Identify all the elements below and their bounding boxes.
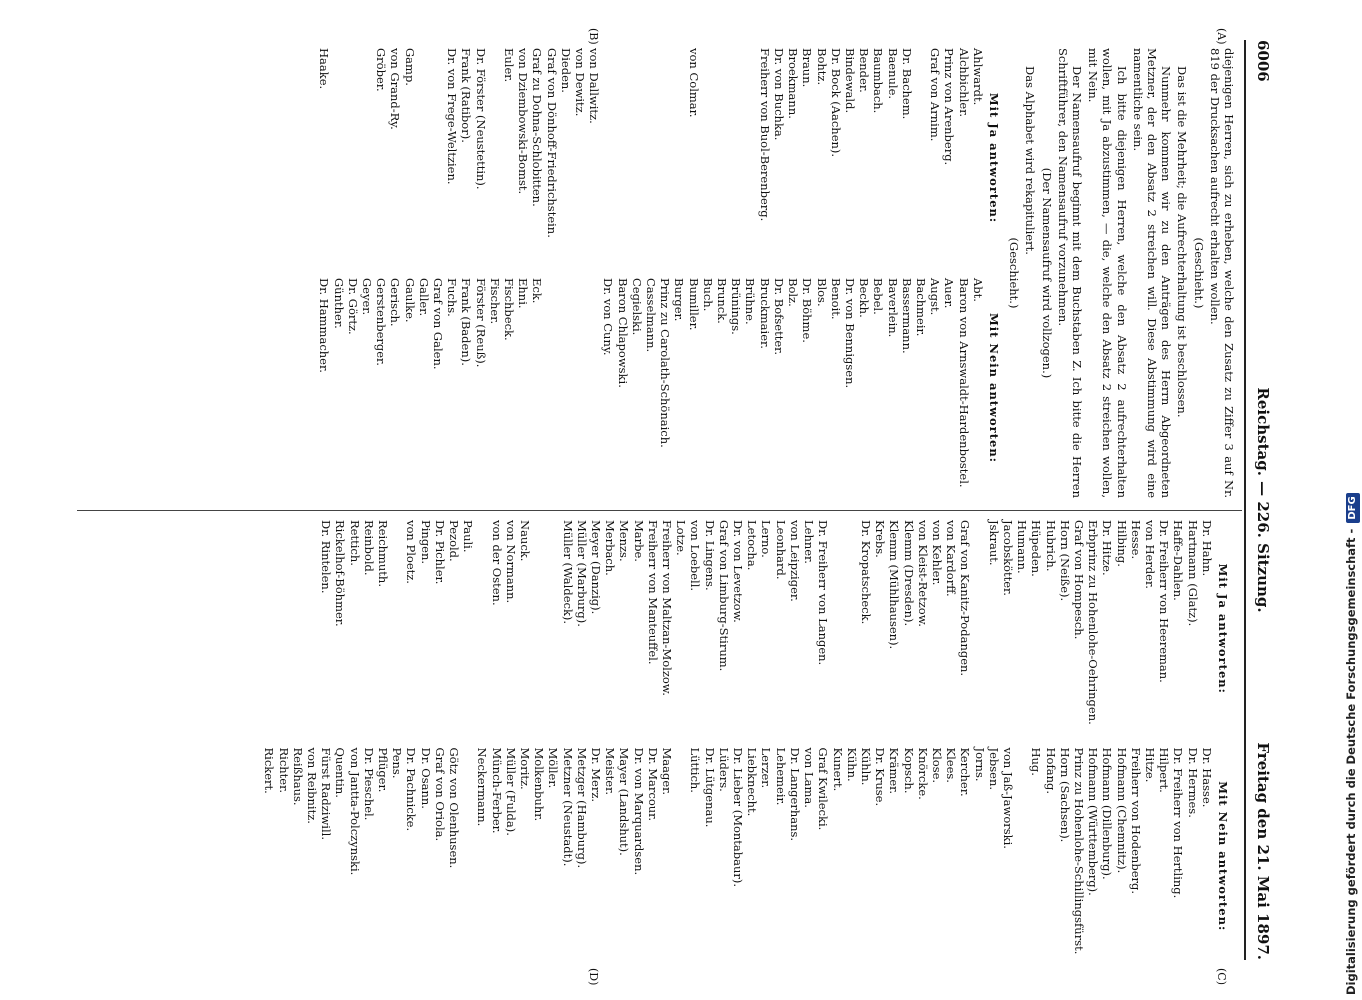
member-name: von Herder. (1142, 520, 1157, 589)
member-name: Beckh. (857, 278, 872, 318)
member-name: Bindewald. (842, 48, 857, 114)
member-name: Richter. (276, 747, 291, 794)
member-name: Münch-Ferber. (489, 747, 504, 834)
member-name: Götz von Olenhusen. (447, 747, 462, 869)
member-name: Cegielski. (629, 278, 644, 336)
member-name: von Colmar. (686, 48, 701, 118)
member-name: Dr. Hermes. (1185, 747, 1200, 818)
procedure-note: (Geschieht.) (1191, 237, 1206, 309)
member-name: Förster (Reuß). (473, 278, 488, 368)
member-name: Bolz. (786, 278, 801, 307)
member-name: Jorns. (972, 747, 987, 782)
member-name: Bender. (857, 48, 872, 93)
member-name: von Lama. (802, 747, 817, 808)
procedure-note: (Geschieht.) (1007, 237, 1022, 309)
member-name: Frank (Baden). (459, 278, 474, 366)
member-name: Baverlein. (885, 278, 900, 338)
member-name: Dr. Lütgenau. (702, 747, 717, 828)
member-name: Graf von Limburg-Stirum. (716, 520, 731, 672)
member-name: Müller (Fulda). (503, 747, 518, 836)
member-name (845, 520, 859, 738)
member-name: Freiherr von Hodenberg. (1128, 747, 1143, 895)
member-name: Brunck. (715, 278, 730, 324)
member-name: Reinbold. (361, 520, 376, 576)
member-name: Jacobskötter. (1000, 520, 1015, 596)
majority-paragraph: Das ist die Mehrheit; die Aufrechterhaltung ist beschlossen. (1175, 66, 1190, 418)
member-name (559, 278, 573, 498)
member-name (630, 48, 644, 268)
member-name: Dr. Marcour. (645, 747, 660, 822)
member-name: Gerisch. (388, 278, 403, 327)
ja-list (317, 48, 985, 268)
member-name: Dr. von Buchka. (771, 48, 786, 141)
member-name: Bruckmaier. (757, 278, 772, 349)
member-name: Brühne. (743, 278, 758, 325)
member-name: Alchbichler. (956, 48, 971, 118)
member-name: Ahlwardt. (970, 48, 985, 106)
member-name: Graf Kwilecki. (816, 747, 831, 831)
instruction-paragraph: Ich bitte diejenigen Herren, welche den Absatz 2 aufrechterhalten wollen, mit Ja abzustimmen, — die, welche den Absatz 2 streichen wollen, mit Nein. (1086, 48, 1129, 498)
member-name: Marbe. (631, 520, 646, 562)
page-header (1240, 40, 1280, 960)
member-name: von Kardorff. (944, 520, 959, 597)
member-name: Abt. (970, 278, 985, 302)
member-name: Prinz von Arenberg. (942, 48, 957, 166)
member-name: Moritz. (518, 747, 533, 790)
member-name: Dr. Bofsetter. (771, 278, 786, 356)
member-name (546, 520, 560, 738)
member-name: Dr. Pachnicke. (404, 747, 419, 832)
member-name (331, 48, 345, 268)
member-name: von der Osten. (489, 520, 504, 606)
member-name: Meyer (Danzig). (589, 520, 604, 615)
member-name: Reichmuth. (376, 520, 391, 587)
member-name: Dr. Langerhans. (787, 747, 802, 842)
member-name (644, 48, 658, 268)
member-name: Horn (Neiße). (1057, 520, 1072, 602)
rotated-page (10, 0, 1290, 1000)
member-name: von Kehler. (929, 520, 944, 586)
member-name: Fürst Radziwill. (319, 747, 334, 840)
member-name: Dr. Rintelen. (319, 520, 334, 594)
member-name: Hug. (1029, 747, 1044, 776)
member-name (544, 278, 558, 498)
member-name: Fischbeck. (502, 278, 517, 341)
member-name (701, 48, 715, 268)
member-name: Molkenbuhr. (532, 747, 547, 822)
member-name: Broekmann. (786, 48, 801, 119)
member-name: Gerstenberger. (374, 278, 389, 366)
member-name (972, 520, 986, 738)
rollcall-paragraph: Der Namensaufruf beginnt mit dem Buchstaben Z. Ich bitte die Herren Schriftführer, den Namensaufruf vorzunehmen. (1055, 48, 1084, 498)
member-name: Graf von Dönhoff-Friedrichstein. (544, 48, 559, 238)
member-name: Kopsch. (901, 747, 916, 794)
member-name: Dr. Pichler. (432, 520, 447, 585)
margin-marker-b: (B) (587, 28, 600, 45)
member-name (743, 48, 757, 268)
page-number: 6006 (1254, 40, 1272, 82)
member-name: Geyer. (360, 278, 375, 316)
member-name: Fuchs. (445, 278, 460, 317)
right-column (262, 520, 1236, 965)
member-name: Hubrich. (1043, 520, 1058, 572)
member-name: Benoit. (828, 278, 843, 320)
member-name: Dr. Bock (Aachen). (828, 48, 843, 158)
member-name: Lüders. (716, 747, 731, 792)
member-name: Dr. Kropatscheck. (858, 520, 873, 625)
member-name (461, 748, 475, 966)
member-name: Dr. Pieschel. (361, 747, 376, 821)
member-name: Lerzer. (759, 747, 774, 789)
member-name (674, 748, 688, 966)
member-name: Jskraut. (986, 520, 1001, 566)
member-name (475, 520, 489, 738)
nein-list (262, 748, 1214, 966)
member-name: Graf von Arnim. (928, 48, 943, 142)
member-name: Neckermann. (475, 747, 490, 827)
member-name: Graf zu Dohna-Schlobitten. (530, 48, 545, 207)
member-name: Pens. (390, 747, 405, 779)
member-name: Nauck. (518, 520, 533, 562)
member-name (346, 48, 360, 268)
member-name: Bebel. (871, 278, 886, 315)
member-name: Menzs. (617, 520, 632, 562)
member-name: Lehemeir. (773, 747, 788, 806)
member-name: Günther. (331, 278, 346, 329)
member-name: Mayer (Landshut). (617, 747, 632, 856)
member-name: Pauli. (461, 520, 476, 553)
member-name: Metzger (Hamburg). (574, 747, 589, 869)
member-name: Casselmann. (644, 278, 659, 353)
member-name: Merbach. (603, 520, 618, 576)
member-name: Dieden. (558, 48, 573, 93)
left-column (317, 48, 1236, 498)
member-name: Dr. Freiherr von Langen. (816, 520, 831, 666)
member-name: Eck. (530, 278, 545, 304)
session-title: Reichstag. — 226. Sitzung. (1254, 387, 1272, 613)
member-name: Dr. Hahn. (1199, 520, 1214, 577)
member-name: Freiherr von Buol-Berenberg. (757, 48, 772, 222)
column-divider (77, 510, 1242, 511)
member-name (488, 48, 502, 268)
member-name: Hofmann (Chemnitz). (1114, 747, 1129, 874)
member-name: Freiherr von Maltzan-Molzow. (660, 520, 675, 696)
member-name: Gaulke. (402, 278, 417, 323)
member-name: Hartmann (Glatz). (1185, 520, 1200, 627)
member-name: Graf von Kanitz-Podangen. (958, 520, 973, 677)
member-name: Metzner (Neustadt). (560, 747, 575, 867)
member-name: Dr. Förster (Neustettin). (473, 48, 488, 190)
member-name: Erbprinz zu Hohenlohe-Oehringen. (1086, 520, 1101, 725)
motion-paragraph: Nunmehr kommen wir zu den Anträgen des Herrn Abgeordneten Metzner, der den Absatz 2 streichen will. Diese Abstimmung wird eine namentliche sein. (1130, 48, 1174, 498)
member-name: Meister. (603, 747, 618, 795)
member-name: Dr. von Marquardsen. (631, 747, 646, 876)
member-name: von Ploetz. (404, 520, 419, 584)
member-name: Frank (Ratibor). (459, 48, 474, 143)
member-name: Hofang. (1043, 747, 1058, 794)
member-name: Krämer. (887, 747, 902, 795)
member-name: Graf von Galen. (431, 278, 446, 370)
member-name: von Dallwitz. (587, 48, 602, 124)
member-name: Graf von Oriola. (432, 747, 447, 842)
member-name: Bohtz. (814, 48, 829, 86)
member-name: Klose. (929, 747, 944, 784)
intro-paragraph: diejenigen Herren, sich zu erheben, welche den Zusatz zu Ziffer 3 auf Nr. 819 der Drucksachen aufrecht erhalten wollen. (1207, 48, 1236, 498)
member-name: Dr. Osann. (418, 747, 433, 809)
member-name: Kunert. (830, 747, 845, 792)
member-name: Kühln. (858, 747, 873, 786)
member-name: Liebknecht. (745, 747, 760, 817)
member-name: Bachmeir. (913, 278, 928, 337)
member-name: Leonhard. (773, 520, 788, 580)
member-name (830, 520, 844, 738)
member-name (601, 48, 615, 268)
member-name: Hofmann (Dillenburg). (1100, 747, 1115, 880)
member-name: Blos. (814, 278, 829, 307)
member-name: Möller. (546, 747, 561, 789)
member-name (615, 48, 629, 268)
member-name: Dr. Kruse. (873, 747, 888, 807)
member-name (715, 48, 729, 268)
member-name: Klemm (Mühlhausen). (887, 520, 902, 650)
member-name: von Dewitz. (573, 48, 588, 117)
member-name: Rickert. (262, 747, 277, 794)
digitization-watermark (1318, 0, 1358, 1000)
member-name: Kercher. (958, 747, 973, 797)
member-name (658, 48, 672, 268)
member-name: Lotze. (674, 520, 689, 556)
member-name: Hitze. (1142, 747, 1157, 783)
member-name: Buch. (700, 278, 715, 312)
member-name: Braun. (800, 48, 815, 88)
ja-heading: Mit Ja antworten: (986, 92, 1001, 224)
watermark-text: Digitalisierung gefördert durch die Deutsche Forschungsgemeinschaft - (1344, 528, 1358, 995)
member-name: Müller (Marburg). (574, 520, 589, 627)
member-name: Letocha. (745, 520, 760, 571)
nein-heading: Mit Nein antworten: (986, 313, 1001, 463)
member-name: von Grand-Ry. (388, 48, 403, 130)
member-name (1015, 748, 1029, 966)
margin-marker-d: (D) (587, 968, 600, 986)
member-name: Dr. Görtz. (345, 278, 360, 335)
member-name (587, 278, 601, 498)
member-name: Auer. (942, 278, 957, 309)
member-name: Dr. von Levetzow. (731, 520, 746, 623)
member-name: Haake. (317, 48, 332, 90)
member-name: Dr. von Bennigsen. (842, 278, 857, 389)
vote-lists (262, 520, 1234, 965)
member-name: Klees. (944, 747, 959, 783)
member-name (431, 48, 445, 268)
member-name: Haffe-Dahlen. (1171, 520, 1186, 601)
header-rule (1244, 40, 1246, 960)
member-name: von Leipziger. (787, 520, 802, 602)
ja-heading: Mit Ja antworten: (1216, 563, 1230, 694)
vote-lists (317, 48, 1005, 498)
procedure-note: (Der Namensaufruf wird vollzogen.) (1039, 167, 1054, 379)
member-name: Prinz zu Hohenlohe-Schillingsfürst. (1071, 747, 1086, 955)
member-name (672, 48, 686, 268)
member-name (390, 520, 404, 738)
member-name: Hesse. (1128, 520, 1143, 560)
member-name: von Normann. (503, 520, 518, 604)
member-name: Dr. von Cuny. (601, 278, 616, 356)
member-name: von Loebell. (688, 520, 703, 592)
member-name: Dr. Hitze. (1100, 520, 1115, 576)
member-name: Augst. (928, 278, 943, 316)
member-name: Dr. Bachem. (899, 48, 914, 120)
member-name: Dr. Freiherr von Hertling. (1171, 747, 1186, 899)
member-name: Fischer. (487, 278, 502, 325)
margin-marker-c: (C) (1215, 968, 1228, 985)
dfg-logo: DFG (1346, 493, 1360, 522)
ja-list (319, 520, 1214, 738)
member-name (417, 48, 431, 268)
member-name: Ehni. (516, 278, 531, 309)
member-name: von Jantta-Polczynski. (347, 747, 362, 876)
member-name: Hüpeden. (1029, 520, 1044, 577)
member-name: Maager. (660, 747, 675, 796)
member-name: Bassermann. (899, 278, 914, 354)
member-name: Baumbach. (871, 48, 886, 114)
member-name (729, 48, 743, 268)
margin-marker-a: (A) (1215, 28, 1228, 45)
member-name: Dr. Hammacher. (317, 278, 332, 373)
member-name: Horn (Sachsen). (1057, 747, 1072, 843)
member-name: Burger. (672, 278, 687, 322)
member-name: Hilpert. (1157, 747, 1172, 793)
member-name: Krebs. (873, 520, 888, 558)
member-name: Dr. Böhme. (800, 278, 815, 343)
session-date: Freitag den 21. Mai 1897. (1254, 742, 1272, 960)
member-name: Lehner. (802, 520, 817, 564)
member-name (532, 520, 546, 738)
nein-list (317, 278, 985, 498)
member-name: Pingen. (418, 520, 433, 565)
member-name: Baron Chlapowski. (615, 278, 630, 388)
member-name: Pezold. (447, 520, 462, 562)
member-name: von Jaß-Jaworski. (1000, 747, 1015, 849)
member-name: Dr. Hasse. (1199, 747, 1214, 808)
member-name: Baenule. (885, 48, 900, 100)
member-name: Dr. von Frege-Weltzien. (445, 48, 460, 185)
member-name (573, 278, 587, 498)
member-name: Gröber. (374, 48, 389, 92)
member-name: Quentin. (333, 747, 348, 798)
member-name: Euler. (502, 48, 517, 83)
member-name: Dr. Lingens. (702, 520, 717, 591)
member-name: Hilbing. (1114, 520, 1129, 567)
member-name: Hofmann (Württemberg). (1086, 747, 1101, 896)
member-name: Rettich. (347, 520, 362, 566)
member-name: Galler. (416, 278, 431, 317)
member-name (914, 48, 928, 268)
member-name: Jebsen. (986, 747, 1001, 791)
member-name: Brünings. (729, 278, 744, 335)
member-name: Dr. Freiherr von Heereman. (1157, 520, 1172, 683)
member-name: von Reibnitz. (305, 747, 319, 824)
member-name: Müller (Waldeck). (560, 520, 575, 625)
member-name: von Dziembowski-Bomst. (516, 48, 531, 195)
nein-heading: Mit Nein antworten: (1216, 781, 1230, 932)
member-name: Dr. Lieber (Montabaur). (731, 747, 746, 888)
recap-paragraph: Das Alphabet wird rekapituliert. (1023, 66, 1038, 255)
member-name: Pflüger. (376, 747, 391, 793)
member-name: Kühn. (844, 747, 859, 782)
member-name: Knörcke. (915, 747, 930, 800)
member-name: Prinz zu Carolath-Schönaich. (658, 278, 673, 448)
member-name: Reißhaus. (290, 747, 305, 806)
member-name: Gamp. (402, 48, 417, 86)
member-name: Dr. Merz. (589, 747, 604, 803)
member-name: Humann. (1015, 520, 1030, 574)
member-name: von Kleist-Retzow. (915, 520, 930, 627)
member-name: Graf von Hompesch. (1071, 520, 1086, 640)
member-name: Freiherr von Manteuffel. (645, 520, 660, 665)
member-name: Klemm (Dresden). (901, 520, 916, 627)
member-name: Baron von Arnswaldt-Hardenbostel. (956, 278, 971, 488)
member-name: Lerno. (759, 520, 774, 558)
member-name: Lüttich. (688, 747, 703, 793)
member-name (360, 48, 374, 268)
member-name: Bumiller. (686, 278, 701, 331)
member-name: Rickelhof-Böhmer. (333, 520, 348, 627)
